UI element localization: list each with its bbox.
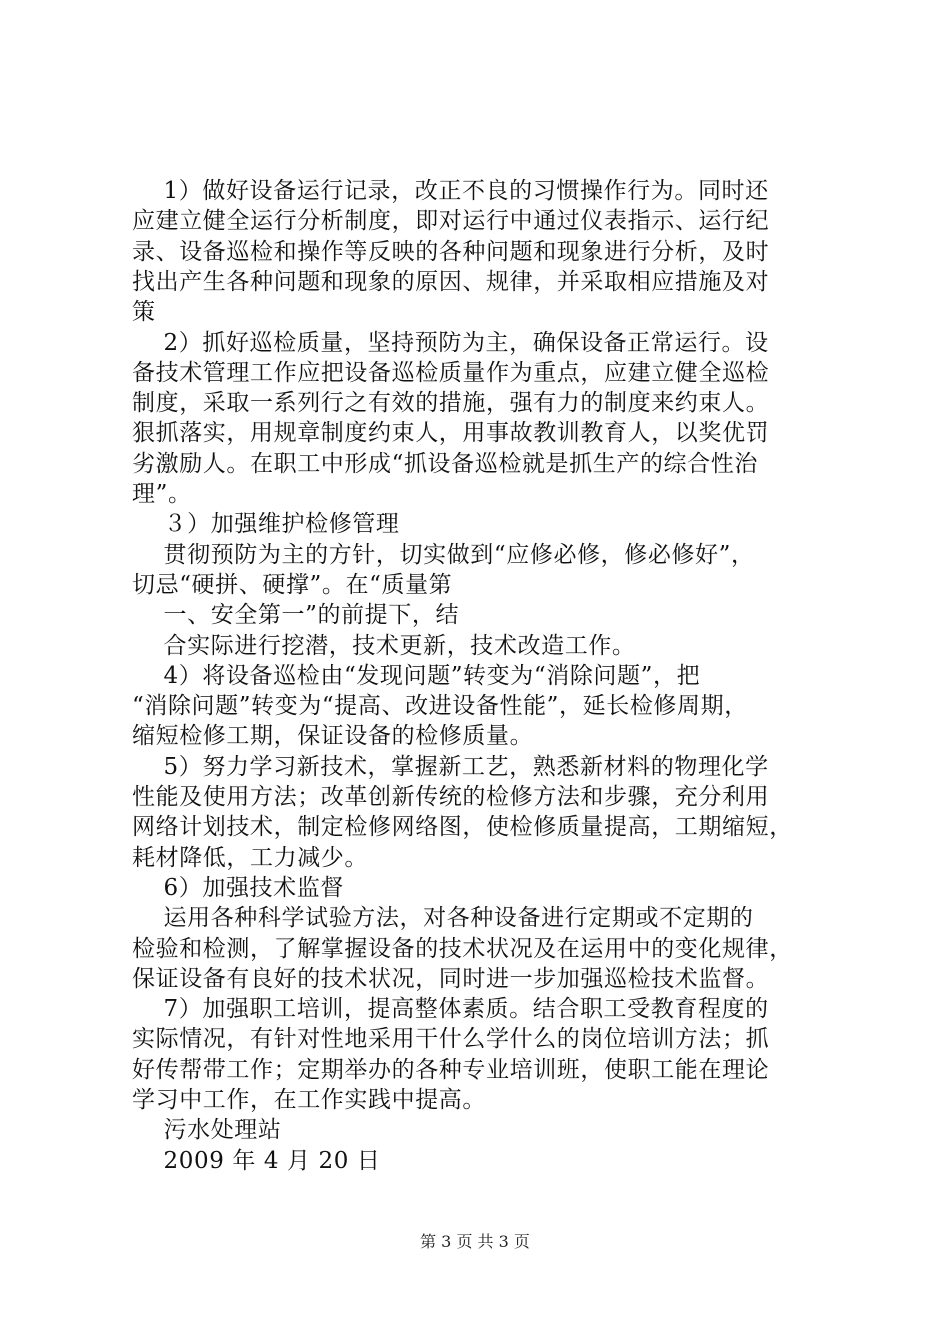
text-line: “消除问题”转变为“提高、改进设备性能”，延长检修周期， — [132, 693, 748, 720]
text-line: 切忌“硬拼、硬撑”。在“质量第 — [132, 571, 453, 598]
text-line: 缩短检修工期，保证设备的检修质量。 — [132, 723, 534, 750]
text-line: 劣激励人。在职工中形成“抓设备巡检就是抓生产的综合性治 — [132, 450, 758, 477]
page-footer: 第 3 页 共 3 页 — [420, 1232, 530, 1251]
text-line: 1）做好设备运行记录，改正不良的习惯操作行为。同时还 — [132, 178, 769, 204]
text-line: 7）加强职工培训，提高整体素质。结合职工受教育程度的 — [132, 996, 769, 1023]
text-line: 5）努力学习新技术，掌握新工艺，熟悉新材料的物理化学 — [132, 753, 769, 780]
text-line: 保证设备有良好的技术状况，同时进一步加强巡检技术监督。 — [132, 965, 770, 992]
text-line: 网络计划技术，制定检修网络图，使检修质量提高，工期缩短， — [132, 814, 793, 841]
text-line: 2）抓好巡检质量，坚持预防为主，确保设备正常运行。设 — [132, 329, 769, 356]
text-line: 污水处理站 — [132, 1117, 282, 1144]
text-line: 应建立健全运行分析制度，即对运行中通过仪表指示、运行纪 — [132, 208, 770, 235]
text-line: 实际情况，有针对性地采用干什么学什么的岗位培训方法；抓 — [132, 1026, 770, 1053]
text-line: 贯彻预防为主的方针，切实做到“应修必修，修必修好”， — [132, 541, 755, 568]
text-line: 检验和检测，了解掌握设备的技术状况及在运用中的变化规律， — [132, 935, 793, 962]
text-line: 一、安全第一”的前提下，结 — [132, 602, 460, 629]
text-line: 理”。 — [132, 481, 192, 507]
text-line: 学习中工作，在工作实践中提高。 — [132, 1087, 486, 1113]
text-line: 找出产生各种问题和现象的原因、规律，并采取相应措施及对 — [132, 268, 770, 295]
text-line: 耗材降低，工力减少。 — [132, 844, 368, 871]
text-line: 制度，采取一系列行之有效的措施，强有力的制度来约束人。 — [132, 390, 770, 417]
text-line: 好传帮带工作；定期举办的各种专业培训班，使职工能在理论 — [132, 1056, 770, 1083]
text-line: 4）将设备巡检由“发现问题”转变为“消除问题”，把 — [132, 662, 701, 689]
text-line: 运用各种科学试验方法，对各种设备进行定期或不定期的 — [132, 905, 754, 932]
text-line: 狠抓落实，用规章制度约束人，用事故教训教育人，以奖优罚 — [132, 420, 770, 447]
text-line: 合实际进行挖潜，技术更新，技术改造工作。 — [132, 632, 636, 659]
text-line: 性能及使用方法；改革创新传统的检修方法和步骤，充分利用 — [132, 784, 770, 810]
text-line: ３）加强维护检修管理 — [132, 511, 400, 538]
text-line: 备技术管理工作应把设备巡检质量作为重点，应建立健全巡检 — [132, 359, 770, 386]
text-line: 策 — [132, 299, 156, 326]
text-line: 录、设备巡检和操作等反映的各种问题和现象进行分析，及时 — [132, 238, 770, 265]
text-line: 2009 年 4 月 20 日 — [132, 1147, 381, 1174]
text-line: 6）加强技术监督 — [132, 874, 344, 901]
